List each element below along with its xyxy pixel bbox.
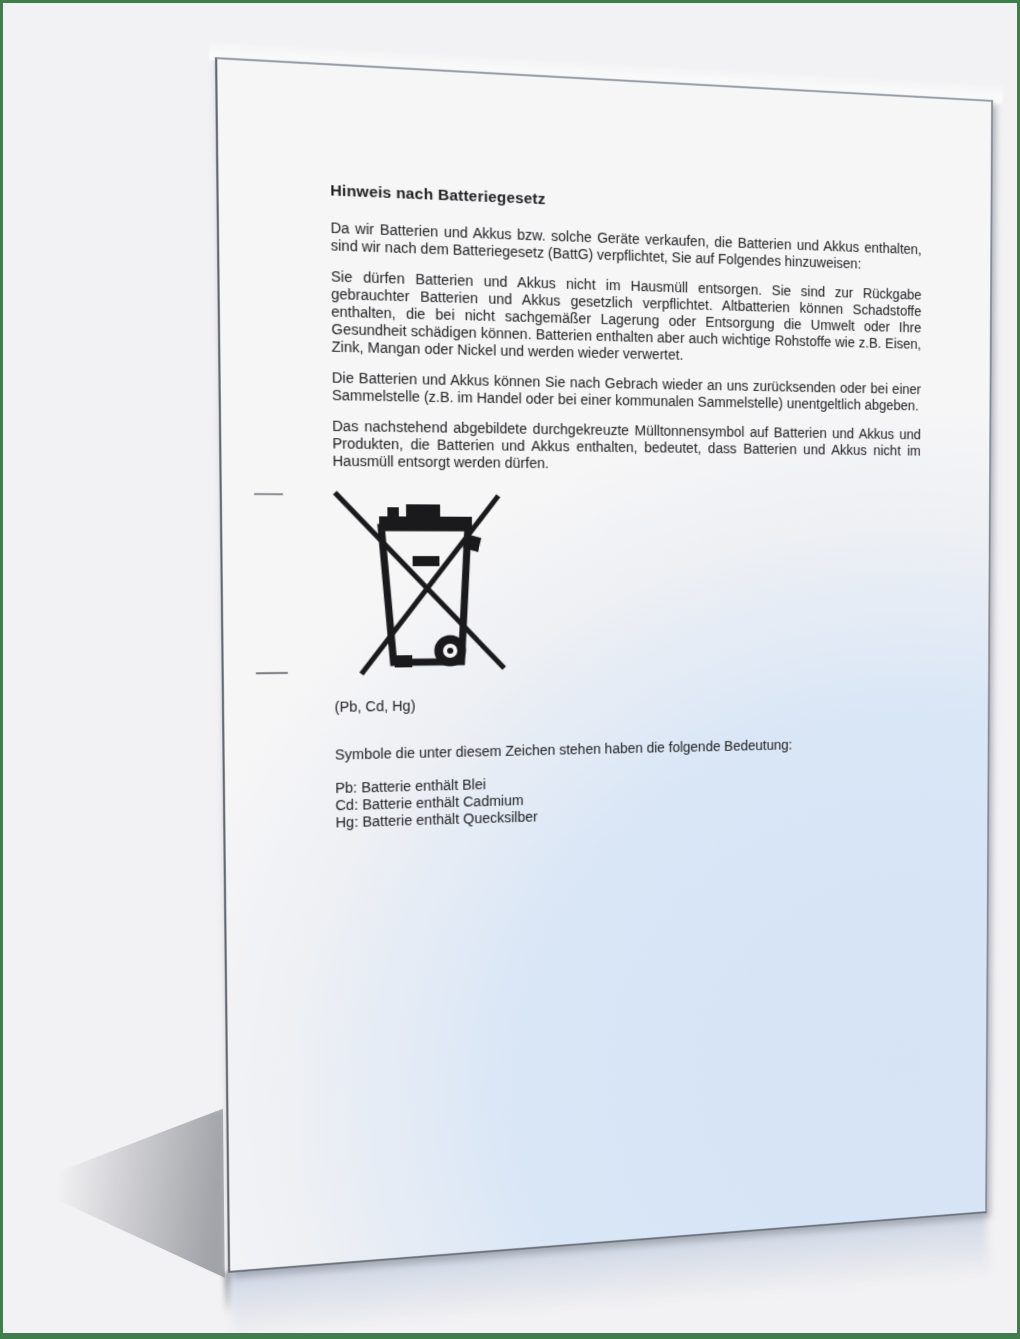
symbol-definition-cd: Cd: Batterie enthält Cadmium [335,792,524,814]
document-content [217,59,991,835]
fold-mark-bottom [256,672,288,674]
symbols-intro-line: Symbole die unter diesem Zeichen stehen haben die folgende Bedeutung: [334,736,793,763]
crossed-out-wheeled-bin-icon [333,484,510,688]
symbol-definition-hg: Hg: Batterie enthält Quecksilber [335,808,538,831]
paragraph-symbol-meaning: Das nachstehend abgebildete durchgekreuzte Mülltonnensymbol auf Batterien und Akkus und Produkten, die Batterien und Akkus enthalten, bedeutet, dass Batterien und Akkus nicht im Hausmüll entsorgt werden dürfen. [332,417,921,472]
document-page [215,57,993,1273]
fold-mark-top [254,493,283,495]
page-cast-shadow [55,1105,230,1285]
document-title: Hinweis nach Batteriegesetz [330,181,546,209]
symbol-definitions-list [335,765,919,831]
paragraph-return-options: Die Batterien und Akkus können Sie nach Gebrach wieder an uns zurücksenden oder bei einer Sammelstelle (z.B. im Handel oder bei einer kommunalen Sammelstelle) unentgeltlich abgeben. [331,369,922,414]
symbol-definition-pb: Pb: Batterie enthält Blei [335,776,486,797]
paragraph-obligation: Da wir Batterien und Akkus bzw. solche Geräte verkaufen, die Batterien und Akkus enthalten, sind wir nach dem Batteriegesetz (BattG) verpflichtet, Sie auf Folgendes hinzuweisen: [330,219,922,272]
chemical-symbols-caption: (Pb, Cd, Hg) [334,697,416,716]
paragraph-disposal-rules: Sie dürfen Batterien und Akkus nicht im Hausmüll entsorgen. Sie sind zur Rückgabe gebrauchter Batterien und Akkus gesetzlich verpflichtet. Altbatterien können Schadstoffe enthalten, die bei nicht sachgemäßer Lagerung oder Entsorgung die Umwelt oder Ihre Gesundheit schädigen können. Batterien enthalten aber auch wichtige Rohstoffe wie z.B. Eisen, Zink, Mangan oder Nickel und werden wieder verwertet. [330,268,922,363]
